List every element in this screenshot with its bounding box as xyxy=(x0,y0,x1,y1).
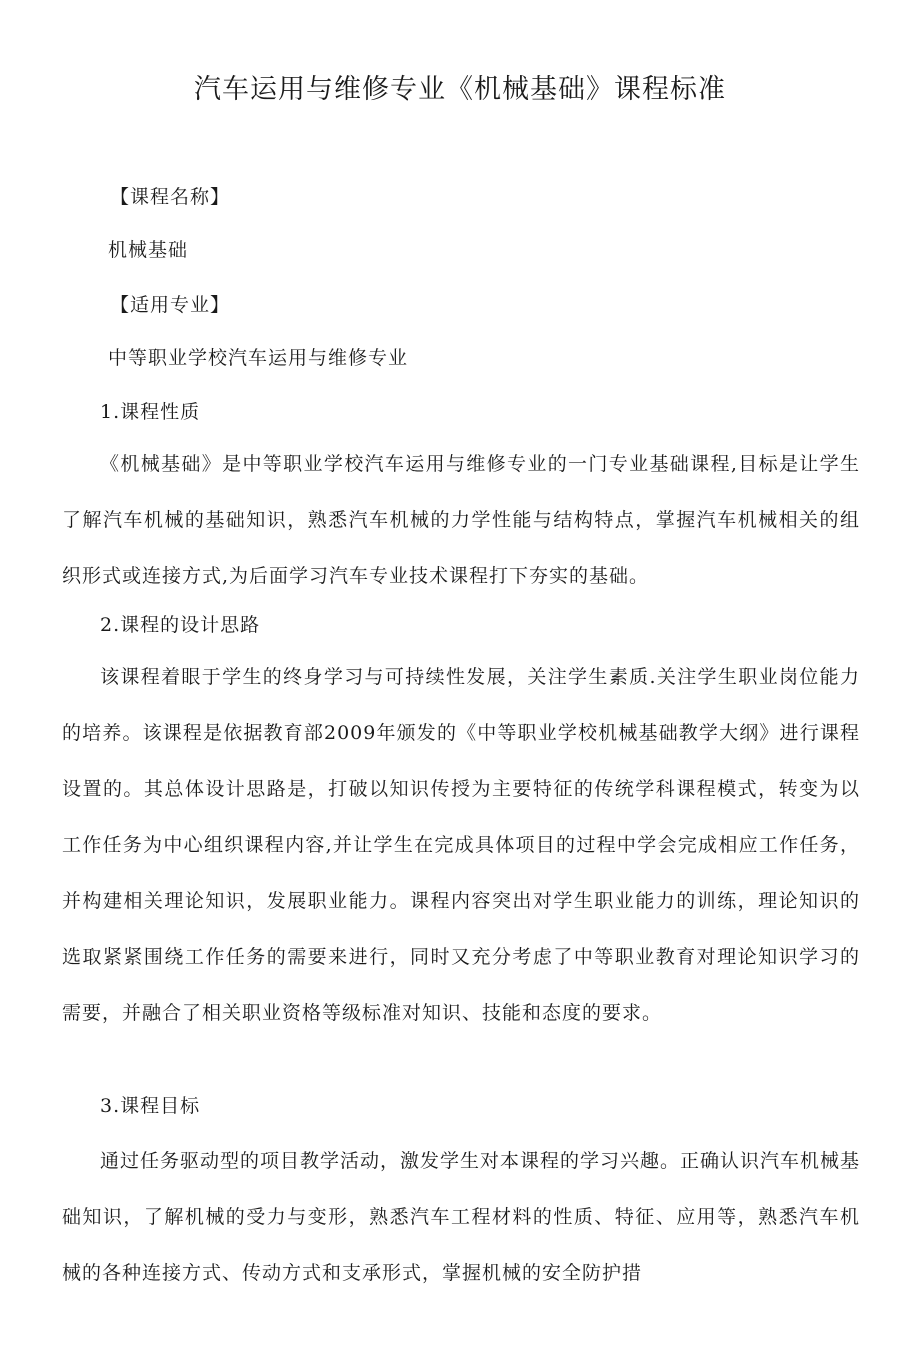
section-heading-design: 2.课程的设计思路 xyxy=(100,614,261,636)
section-body-design: 该课程着眼于学生的终身学习与可持续性发展，关注学生素质.关注学生职业岗位能力的培养。该课程是依据教育部2009年颁发的《中等职业学校机械基础教学大纲》进行课程设置的。其总体设计思路是，打破以知识传授为主要特征的传统学科课程模式，转变为以工作任务为中心组织课程内容,并让学生在完成具体项目的过程中学会完成相应工作任务，并构建相关理论知识，发展职业能力。课程内容突出对学生职业能力的训练，理论知识的选取紧紧围绕工作任务的需要来进行，同时又充分考虑了中等职业教育对理论知识学习的需要，并融合了相关职业资格等级标准对知识、技能和态度的要求。 xyxy=(62,666,860,1024)
section-body-nature: 《机械基础》是中等职业学校汽车运用与维修专业的一门专业基础课程,目标是让学生了解汽车机械的基础知识，熟悉汽车机械的力学性能与结构特点，掌握汽车机械相关的组织形式或连接方式,为后面学习汽车专业技术课程打下夯实的基础。 xyxy=(62,453,860,587)
section-heading-objectives: 3.课程目标 xyxy=(100,1095,201,1117)
major-heading: 【适用专业】 xyxy=(110,294,231,316)
course-name-heading: 【课程名称】 xyxy=(110,186,231,208)
section-body-objectives: 通过任务驱动型的项目教学活动，激发学生对本课程的学习兴趣。正确认识汽车机械基础知识，了解机械的受力与变形，熟悉汽车工程材料的性质、特征、应用等，熟悉汽车机械的各种连接方式、传动方式和支承形式，掌握机械的安全防护措 xyxy=(62,1150,861,1284)
section-heading-nature: 1.课程性质 xyxy=(100,401,201,423)
course-name-value: 机械基础 xyxy=(108,239,189,261)
document-title: 汽车运用与维修专业《机械基础》课程标准 xyxy=(194,74,726,105)
major-value: 中等职业学校汽车运用与维修专业 xyxy=(108,347,409,369)
